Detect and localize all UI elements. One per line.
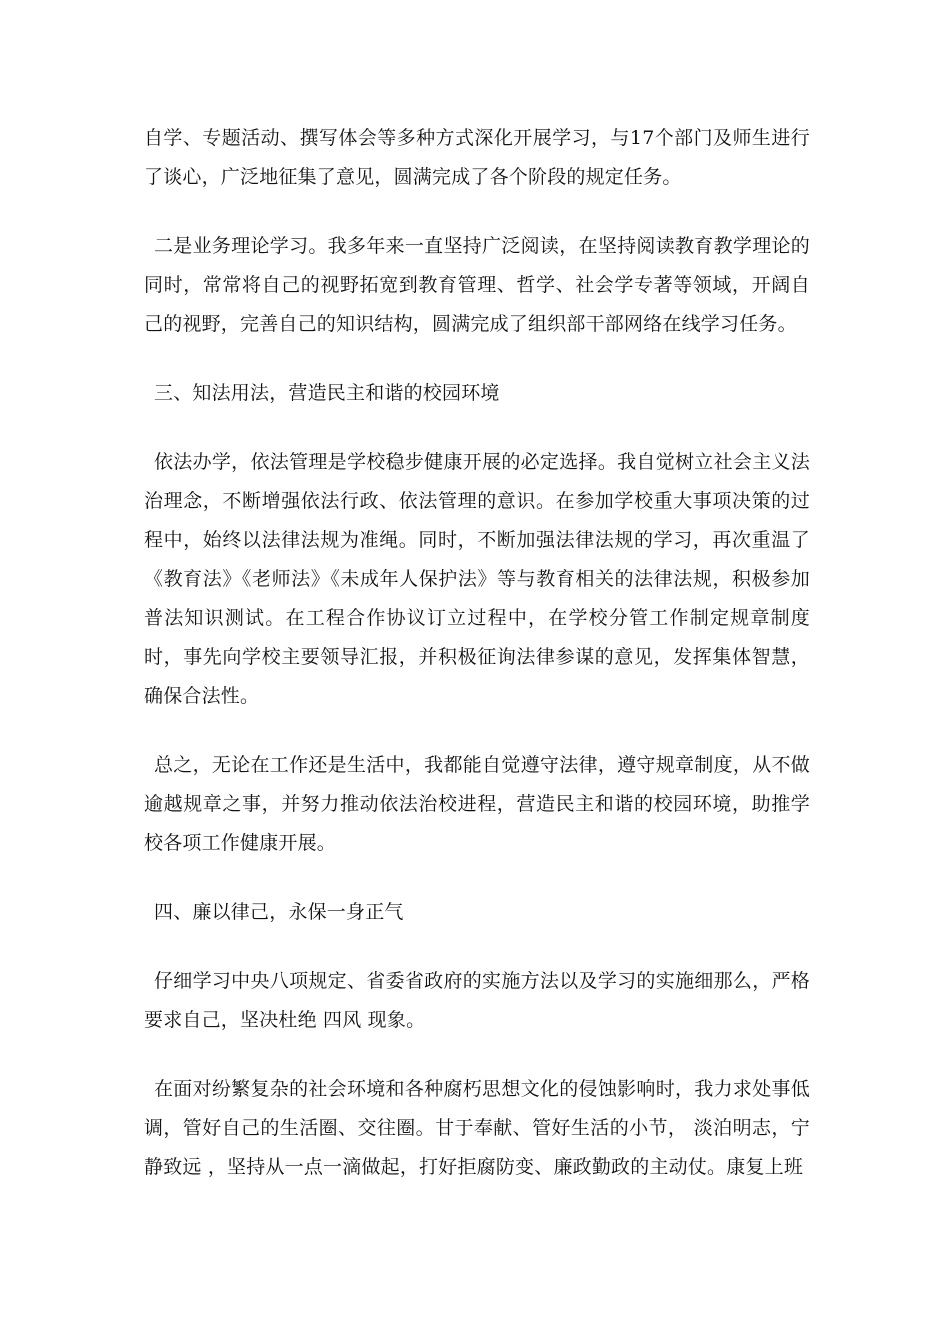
paragraph-eight-rules: 仔细学习中央八项规定、省委省政府的实施方法以及学习的实施细那么，严格要求自己，坚决杜绝 四风 现象。 bbox=[144, 970, 810, 1031]
section-heading-law: 三、知法用法，营造民主和谐的校园环境 bbox=[154, 382, 500, 404]
document-body bbox=[144, 119, 810, 1217]
paragraph-business-theory-study: 二是业务理论学习。我多年来一直坚持广泛阅读，在坚持阅读教育教学理论的同时，常常将自己的视野拓宽到教育管理、哲学、社会学专著等领域，开阔自己的视野，完善自己的知识结构，圆满完成了组织部干部网络在线学习任务。 bbox=[144, 235, 810, 335]
section-heading-integrity: 四、廉以律己，永保一身正气 bbox=[154, 901, 404, 923]
paragraph-law-summary: 总之，无论在工作还是生活中，我都能自觉遵守法律，遵守规章制度，从不做逾越规章之事，并努力推动依法治校进程，营造民主和谐的校园环境，助推学校各项工作健康开展。 bbox=[144, 754, 810, 854]
paragraph-self-discipline: 在面对纷繁复杂的社会环境和各种腐朽思想文化的侵蚀影响时，我力求处事低调，管好自己的生活圈、交往圈。甘于奉献、管好生活的小节， 淡泊明志，宁静致远 ，坚持从一点一滴做起，打好拒腐防变、廉政勤政的主动仗。康复上班 bbox=[144, 1078, 810, 1178]
paragraph-rule-of-law: 依法办学，依法管理是学校稳步健康开展的必定选择。我自觉树立社会主义法治理念，不断增强依法行政、依法管理的意识。在参加学校重大事项决策的过程中，始终以法律法规为准绳。同时，不断加强法律法规的学习，再次重温了《教育法》《老师法》《未成年人保护法》等与教育相关的法律法规，积极参加普法知识测试。在工程合作协议订立过程中，在学校分管工作制定规章制度时，事先向学校主要领导汇报，并积极征询法律参谋的意见，发挥集体智慧，确保合法性。 bbox=[144, 451, 810, 707]
paragraph-study-methods: 自学、专题活动、撰写体会等多种方式深化开展学习，与17个部门及师生进行了谈心，广泛地征集了意见，圆满完成了各个阶段的规定任务。 bbox=[144, 127, 810, 188]
